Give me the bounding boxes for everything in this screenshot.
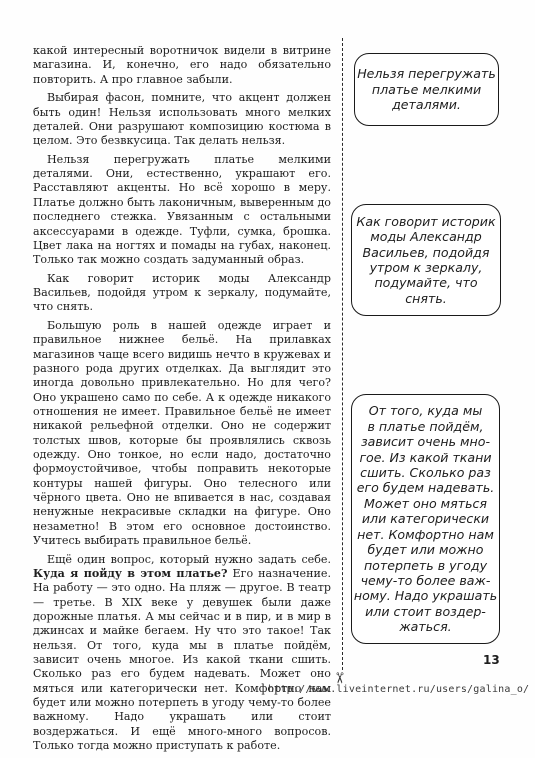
scissors-icon: ✂ <box>330 671 349 685</box>
callout-line: чему-то более важ- <box>360 572 491 588</box>
callout-line: моды Александр <box>370 229 482 245</box>
paragraph: Как говорит историк моды Александр Васильев, подойдя утром к зеркалу, подумайте, что снять. <box>33 271 331 314</box>
callout-line: в платье пойдём, <box>367 418 484 434</box>
callout-line: зависит очень мно- <box>360 434 490 450</box>
callout-line: деталями. <box>392 97 461 113</box>
callout-line: От того, куда мы <box>368 403 483 419</box>
paragraph-lead: Ещё один вопрос, который нужно задать себе. <box>47 552 331 566</box>
callout-line: платье мелкими <box>371 81 482 97</box>
watermark-url: http://www.liveinternet.ru/users/galina_o/ <box>268 684 530 695</box>
callout-line: будет или можно <box>367 542 484 558</box>
callout-box-3 <box>351 394 500 644</box>
callout-line: потерпеть в угоду <box>363 557 488 573</box>
paragraph: Нельзя перегружать платье мелкими деталями. Они, естественно, украшают его. Расставляют акценты. Но всё хорошо в меру. Платье должно быть лаконичным, выверенным до последнего стежка. Увязанным с остальными аксессуарами в одежде. Туфли, сумка, брошка. Цвет лака на ногтях и помады на губах, наконец. Только так можно создать задуманный образ. <box>33 152 331 267</box>
bold-question: Куда я пойду в этом платье? <box>33 566 228 580</box>
callout-box-1 <box>354 53 499 126</box>
callout-line: гое. Из какой ткани <box>359 449 492 465</box>
callout-line: его будем надевать. <box>356 480 495 496</box>
paragraph-rest: Его назначение. На работу — это одно. На пляж — другое. В театр — третье. В XIX веке у девушек были даже дорожные платья. А мы сейчас и в пир, и в мир в джинсах и майке бегаем. Ну что это такое! Так нельзя. От того, куда мы в платье пойдём, зависит очень многое. Из какой ткани сшить. Сколько раз его будем надевать. Может оно мяться или категорически нет. Комфортно нам будет или можно потерпеть в угоду чему-то более важному. Надо украшать или стоит воздержаться. И ещё много-много вопросов. Только тогда можно приступать к работе. <box>33 566 331 753</box>
page-number: 13 <box>483 653 500 667</box>
paragraph: Большую роль в нашей одежде играет и правильное нижнее бельё. На прилавках магазинов чаще всего видишь нечто в кружевах и разного рода других отделках. Да выглядит это иногда довольно привлекательно. Но для чего? Оно украшено само по себе. А к одежде никакого отношения не имеет. Правильное бельё не имеет никакой рельефной отделки. Оно не содержит толстых швов, которые бы проявлялись сквозь одежду. Оно тонкое, но если надо, достаточно формоустойчивое, чтобы поправить некоторые контуры нашей фигуры. Оно телесного или чёрного цвета. Оно не впивается в нас, создавая ненужные некрасивые складки на фигуре. Оно незаметно! В этом его основное достоинство. Учитесь выбирать правильное бельё. <box>33 318 331 548</box>
callout-line: утром к зеркалу, <box>369 260 483 275</box>
dashed-cut-line <box>342 38 343 670</box>
callout-line: снять. <box>405 290 447 306</box>
callout-box-2 <box>351 204 501 316</box>
callout-line: сшить. Сколько раз <box>360 465 491 481</box>
paragraph: какой интересный воротничок видели в витрине магазина. И, конечно, его надо обязательно повторить. А про главное забыли. <box>33 44 331 86</box>
callout-line: подумайте, что <box>374 275 478 291</box>
callout-line: или стоит воздер- <box>365 603 486 619</box>
callout-line: жаться. <box>399 619 452 635</box>
paragraph <box>33 553 331 754</box>
callout-line: Как говорит историк <box>356 213 496 229</box>
callout-line: Васильев, подойдя <box>362 244 490 260</box>
callout-line: нет. Комфортно нам <box>357 526 494 542</box>
paragraph: Выбирая фасон, помните, что акцент должен быть один! Нельзя использовать много мелких деталей. Они разрушают композицию костюма в целом. Это безвкусица. Так делать нельзя. <box>33 91 331 148</box>
main-text-column <box>33 44 331 758</box>
callout-line: или категорически <box>361 511 490 527</box>
callout-line: Нельзя перегружать <box>357 66 496 82</box>
callout-line: ному. Надо украшать <box>353 588 498 604</box>
callout-line: Может оно мяться <box>364 495 487 511</box>
